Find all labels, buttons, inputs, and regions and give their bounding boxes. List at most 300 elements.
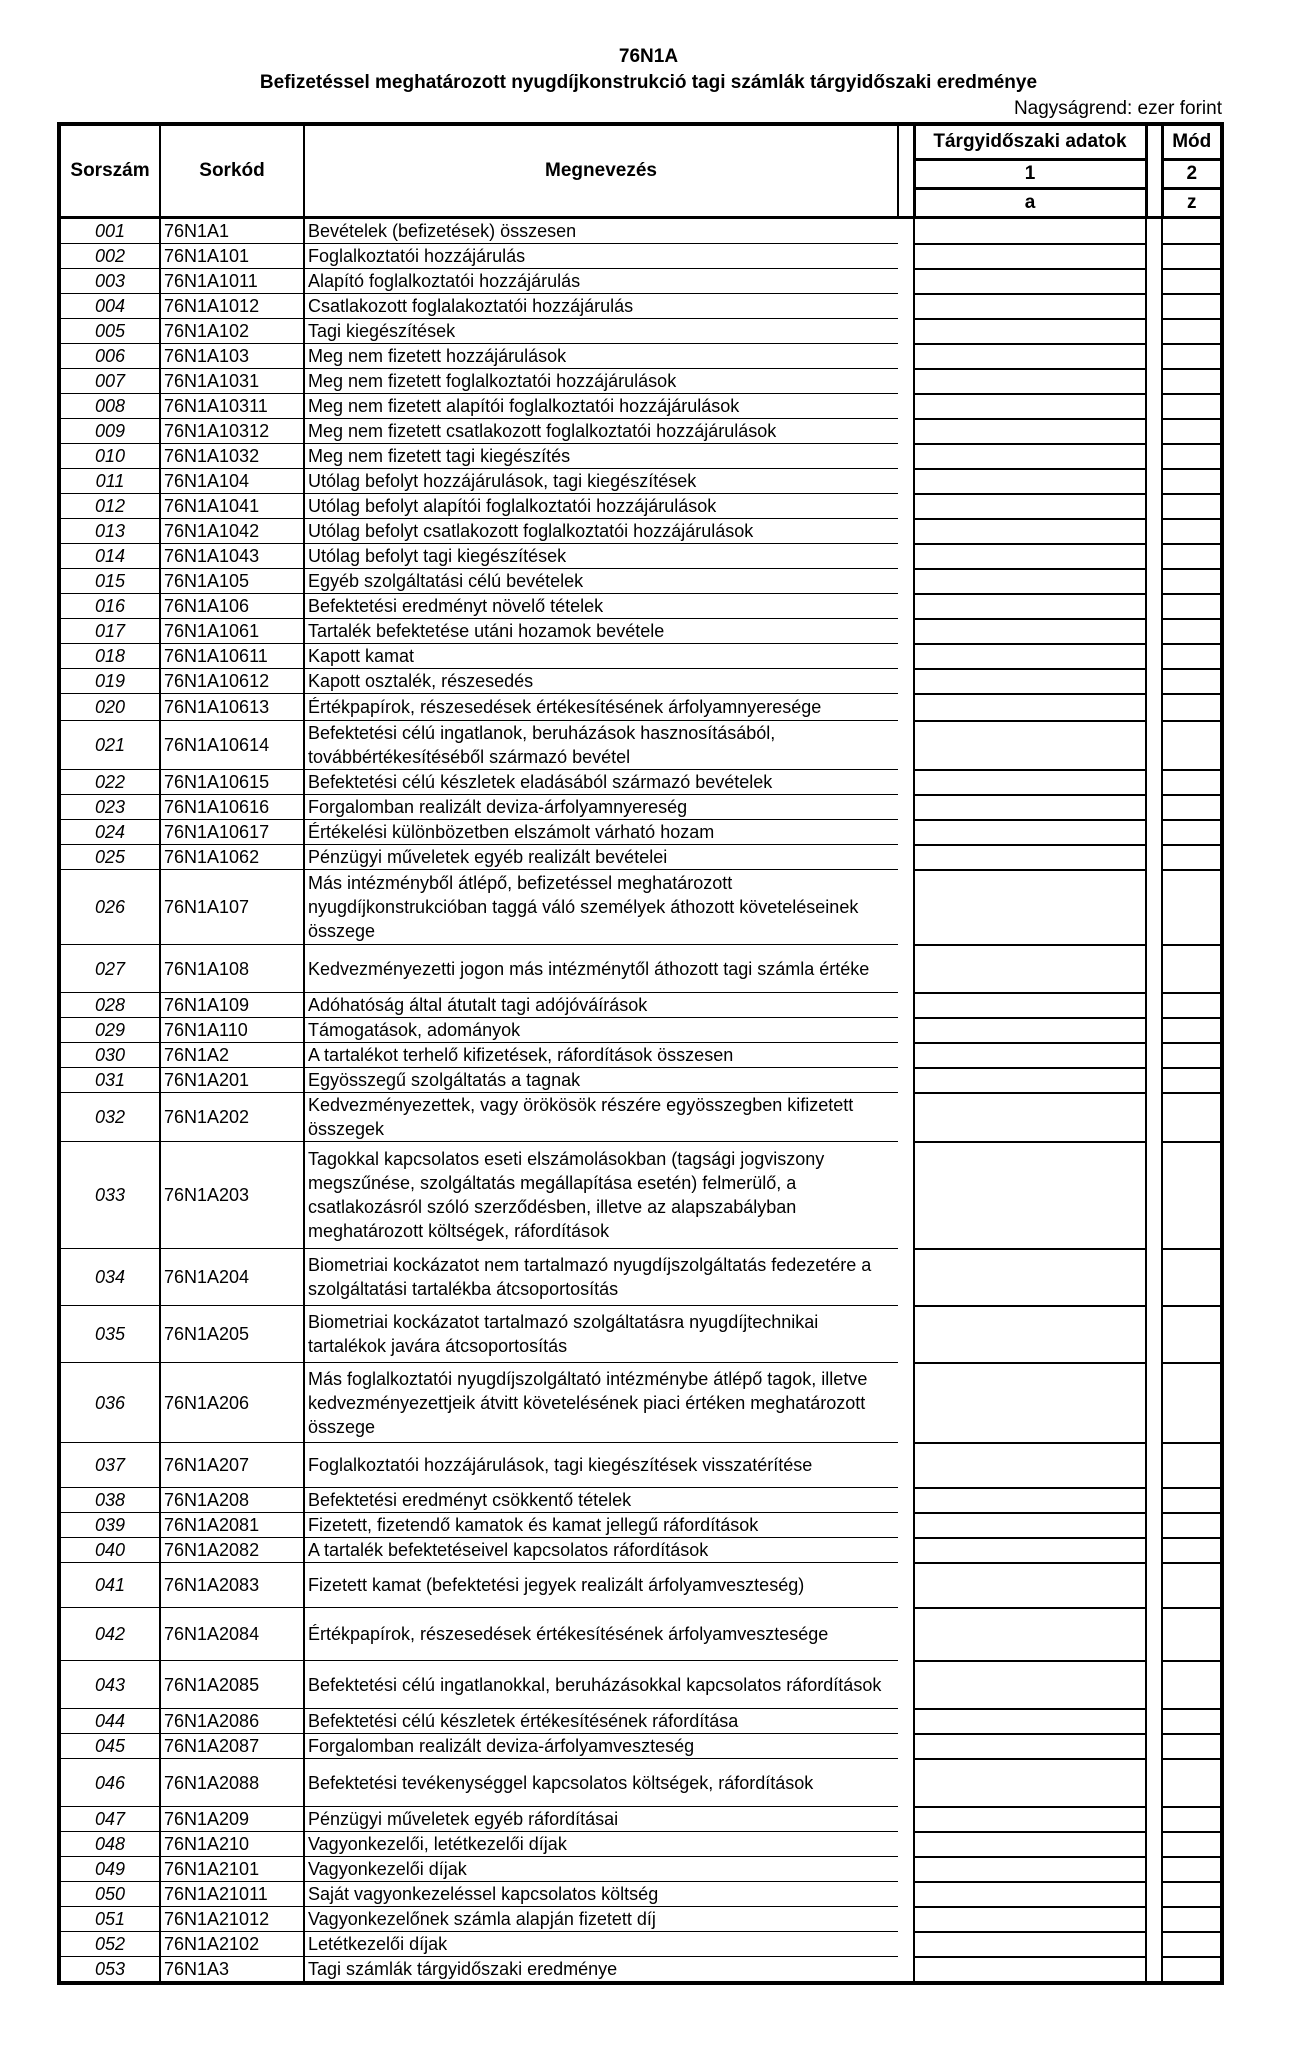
value-cell-mod[interactable] xyxy=(1162,1538,1222,1563)
unit-label: Nagyságrend: ezer forint xyxy=(1013,98,1222,119)
row-code: 76N1A201 xyxy=(160,1068,304,1093)
row-number: 017 xyxy=(59,619,160,644)
value-cell-mod[interactable] xyxy=(1162,419,1222,444)
value-cell-mod[interactable] xyxy=(1162,1608,1222,1661)
value-cell-targyidoszaki[interactable] xyxy=(914,469,1146,494)
header-mod: Mód xyxy=(1162,124,1222,160)
row-description: Alapító foglalkoztatói hozzájárulás xyxy=(304,269,898,294)
value-cell-mod[interactable] xyxy=(1162,294,1222,319)
column-spacer xyxy=(898,1563,914,1608)
row-number: 033 xyxy=(59,1142,160,1249)
row-description: Letétkezelői díjak xyxy=(304,1932,898,1957)
column-spacer xyxy=(898,419,914,444)
column-spacer xyxy=(1146,269,1162,294)
row-description: Forgalomban realizált deviza-árfolyamveszteség xyxy=(304,1734,898,1759)
value-cell-targyidoszaki[interactable] xyxy=(914,945,1146,993)
column-spacer xyxy=(1146,594,1162,619)
row-code: 76N1A2085 xyxy=(160,1661,304,1709)
header-col-1: 1 xyxy=(914,160,1146,189)
value-cell-mod[interactable] xyxy=(1162,1759,1222,1807)
column-spacer xyxy=(898,1443,914,1488)
value-cell-targyidoszaki[interactable] xyxy=(914,544,1146,569)
row-number: 042 xyxy=(59,1608,160,1661)
row-description: Kedvezményezetti jogon más intézménytől áthozott tagi számla értéke xyxy=(304,945,898,993)
value-cell-mod[interactable] xyxy=(1162,1513,1222,1538)
column-spacer xyxy=(1146,519,1162,544)
table-row xyxy=(59,1249,1222,1306)
table-row xyxy=(59,519,1222,544)
row-number: 004 xyxy=(59,294,160,319)
value-cell-mod[interactable] xyxy=(1162,1661,1222,1709)
row-number: 037 xyxy=(59,1443,160,1488)
value-cell-targyidoszaki[interactable] xyxy=(914,218,1146,244)
value-cell-targyidoszaki[interactable] xyxy=(914,1443,1146,1488)
value-cell-targyidoszaki[interactable] xyxy=(914,770,1146,795)
value-cell-targyidoszaki[interactable] xyxy=(914,1018,1146,1043)
value-cell-targyidoszaki[interactable] xyxy=(914,1538,1146,1563)
table-row xyxy=(59,444,1222,469)
row-code: 76N1A109 xyxy=(160,993,304,1018)
table-row xyxy=(59,721,1222,770)
value-cell-targyidoszaki[interactable] xyxy=(914,269,1146,294)
column-spacer xyxy=(1146,993,1162,1018)
column-spacer xyxy=(1146,1957,1162,1984)
value-cell-targyidoszaki[interactable] xyxy=(914,1807,1146,1832)
column-spacer xyxy=(1146,244,1162,269)
value-cell-targyidoszaki[interactable] xyxy=(914,1363,1146,1443)
value-cell-targyidoszaki[interactable] xyxy=(914,619,1146,644)
value-cell-mod[interactable] xyxy=(1162,1093,1222,1142)
row-description: Biometriai kockázatot nem tartalmazó nyugdíjszolgáltatás fedezetére a szolgáltatási tartalékba átcsoportosítás xyxy=(304,1249,898,1306)
row-description: Egyéb szolgáltatási célú bevételek xyxy=(304,569,898,594)
value-cell-targyidoszaki[interactable] xyxy=(914,1709,1146,1734)
value-cell-targyidoszaki[interactable] xyxy=(914,845,1146,870)
row-number: 038 xyxy=(59,1488,160,1513)
value-cell-mod[interactable] xyxy=(1162,1249,1222,1306)
value-cell-targyidoszaki[interactable] xyxy=(914,1932,1146,1957)
table-row xyxy=(59,494,1222,519)
value-cell-mod[interactable] xyxy=(1162,519,1222,544)
table-row xyxy=(59,1093,1222,1142)
column-spacer xyxy=(1146,1306,1162,1363)
row-description: Utólag befolyt alapítói foglalkoztatói hozzájárulások xyxy=(304,494,898,519)
row-description: Befektetési célú ingatlanok, beruházások hasznosításából, továbbértékesítéséből származó bevétel xyxy=(304,721,898,770)
column-spacer xyxy=(898,1018,914,1043)
row-code: 76N1A1 xyxy=(160,218,304,244)
column-spacer xyxy=(1146,344,1162,369)
row-description: Bevételek (befizetések) összesen xyxy=(304,218,898,244)
column-spacer xyxy=(1146,444,1162,469)
value-cell-mod[interactable] xyxy=(1162,1563,1222,1608)
row-description: Kapott osztalék, részesedés xyxy=(304,669,898,694)
row-number: 045 xyxy=(59,1734,160,1759)
value-cell-mod[interactable] xyxy=(1162,444,1222,469)
value-cell-mod[interactable] xyxy=(1162,993,1222,1018)
value-cell-targyidoszaki[interactable] xyxy=(914,494,1146,519)
value-cell-mod[interactable] xyxy=(1162,1488,1222,1513)
value-cell-targyidoszaki[interactable] xyxy=(914,419,1146,444)
column-spacer xyxy=(898,1932,914,1957)
row-number: 018 xyxy=(59,644,160,669)
table-row xyxy=(59,369,1222,394)
row-description: Értékpapírok, részesedések értékesítésének árfolyamvesztesége xyxy=(304,1608,898,1661)
column-spacer xyxy=(898,1608,914,1661)
value-cell-targyidoszaki[interactable] xyxy=(914,1093,1146,1142)
row-description: Vagyonkezelői, letétkezelői díjak xyxy=(304,1832,898,1857)
column-spacer xyxy=(1146,1488,1162,1513)
table-row xyxy=(59,294,1222,319)
table-row xyxy=(59,770,1222,795)
row-code: 76N1A2081 xyxy=(160,1513,304,1538)
column-spacer xyxy=(898,1661,914,1709)
report-table xyxy=(57,122,1224,1985)
row-number: 034 xyxy=(59,1249,160,1306)
table-row xyxy=(59,1068,1222,1093)
value-cell-targyidoszaki[interactable] xyxy=(914,1832,1146,1857)
value-cell-mod[interactable] xyxy=(1162,218,1222,244)
table-row xyxy=(59,619,1222,644)
row-number: 027 xyxy=(59,945,160,993)
column-spacer xyxy=(1146,1661,1162,1709)
table-row xyxy=(59,1608,1222,1661)
row-code: 76N1A10613 xyxy=(160,694,304,721)
value-cell-mod[interactable] xyxy=(1162,1734,1222,1759)
row-code: 76N1A2 xyxy=(160,1043,304,1068)
column-spacer xyxy=(898,1832,914,1857)
value-cell-mod[interactable] xyxy=(1162,544,1222,569)
column-spacer xyxy=(898,820,914,845)
value-cell-mod[interactable] xyxy=(1162,644,1222,669)
row-code: 76N1A202 xyxy=(160,1093,304,1142)
row-number: 022 xyxy=(59,770,160,795)
table-row xyxy=(59,1832,1222,1857)
column-spacer xyxy=(1146,1857,1162,1882)
row-code: 76N1A10311 xyxy=(160,394,304,419)
value-cell-targyidoszaki[interactable] xyxy=(914,870,1146,945)
row-code: 76N1A210 xyxy=(160,1832,304,1857)
row-number: 041 xyxy=(59,1563,160,1608)
row-number: 015 xyxy=(59,569,160,594)
value-cell-targyidoszaki[interactable] xyxy=(914,644,1146,669)
row-code: 76N1A1032 xyxy=(160,444,304,469)
value-cell-targyidoszaki[interactable] xyxy=(914,669,1146,694)
value-cell-mod[interactable] xyxy=(1162,669,1222,694)
value-cell-mod[interactable] xyxy=(1162,1907,1222,1932)
value-cell-targyidoszaki[interactable] xyxy=(914,369,1146,394)
value-cell-targyidoszaki[interactable] xyxy=(914,444,1146,469)
table-row xyxy=(59,1513,1222,1538)
row-number: 053 xyxy=(59,1957,160,1984)
table-row xyxy=(59,1807,1222,1832)
row-code: 76N1A1061 xyxy=(160,619,304,644)
value-cell-targyidoszaki[interactable] xyxy=(914,1142,1146,1249)
value-cell-targyidoszaki[interactable] xyxy=(914,1608,1146,1661)
row-number: 001 xyxy=(59,218,160,244)
table-row xyxy=(59,1957,1222,1984)
table-row xyxy=(59,344,1222,369)
column-spacer xyxy=(1146,1882,1162,1907)
table-row xyxy=(59,845,1222,870)
value-cell-mod[interactable] xyxy=(1162,244,1222,269)
row-code: 76N1A206 xyxy=(160,1363,304,1443)
table-row xyxy=(59,594,1222,619)
column-spacer xyxy=(1146,394,1162,419)
value-cell-targyidoszaki[interactable] xyxy=(914,1661,1146,1709)
column-spacer xyxy=(898,519,914,544)
row-code: 76N1A10615 xyxy=(160,770,304,795)
value-cell-targyidoszaki[interactable] xyxy=(914,1759,1146,1807)
row-number: 010 xyxy=(59,444,160,469)
row-description: Meg nem fizetett tagi kiegészítés xyxy=(304,444,898,469)
table-row xyxy=(59,820,1222,845)
table-row xyxy=(59,1488,1222,1513)
table-row xyxy=(59,1709,1222,1734)
row-number: 012 xyxy=(59,494,160,519)
column-spacer xyxy=(898,694,914,721)
value-cell-targyidoszaki[interactable] xyxy=(914,1513,1146,1538)
value-cell-targyidoszaki[interactable] xyxy=(914,1043,1146,1068)
row-number: 005 xyxy=(59,319,160,344)
column-spacer xyxy=(1146,1759,1162,1807)
row-code: 76N1A10612 xyxy=(160,669,304,694)
column-spacer xyxy=(898,1538,914,1563)
row-description: Tagi kiegészítések xyxy=(304,319,898,344)
value-cell-mod[interactable] xyxy=(1162,721,1222,770)
row-description: Pénzügyi műveletek egyéb realizált bevételei xyxy=(304,845,898,870)
value-cell-targyidoszaki[interactable] xyxy=(914,694,1146,721)
value-cell-targyidoszaki[interactable] xyxy=(914,1068,1146,1093)
column-spacer xyxy=(898,218,914,244)
column-spacer xyxy=(898,594,914,619)
column-spacer xyxy=(1146,469,1162,494)
row-code: 76N1A10617 xyxy=(160,820,304,845)
header-sorkod: Sorkód xyxy=(160,124,304,218)
column-spacer xyxy=(1146,721,1162,770)
row-description: Tartalék befektetése utáni hozamok bevétele xyxy=(304,619,898,644)
column-spacer xyxy=(898,444,914,469)
value-cell-targyidoszaki[interactable] xyxy=(914,1488,1146,1513)
value-cell-mod[interactable] xyxy=(1162,394,1222,419)
row-code: 76N1A2084 xyxy=(160,1608,304,1661)
header-col-2: 2 xyxy=(1162,160,1222,189)
row-description: Kedvezményezettek, vagy örökösök részére egyösszegben kifizetett összegek xyxy=(304,1093,898,1142)
row-description: Fizetett, fizetendő kamatok és kamat jellegű ráfordítások xyxy=(304,1513,898,1538)
row-code: 76N1A110 xyxy=(160,1018,304,1043)
column-spacer xyxy=(898,870,914,945)
value-cell-targyidoszaki[interactable] xyxy=(914,1857,1146,1882)
row-description: Foglalkoztatói hozzájárulás xyxy=(304,244,898,269)
value-cell-targyidoszaki[interactable] xyxy=(914,1734,1146,1759)
value-cell-targyidoszaki[interactable] xyxy=(914,244,1146,269)
report-code: 76N1A xyxy=(618,46,679,67)
value-cell-mod[interactable] xyxy=(1162,344,1222,369)
value-cell-mod[interactable] xyxy=(1162,1363,1222,1443)
value-cell-targyidoszaki[interactable] xyxy=(914,594,1146,619)
value-cell-mod[interactable] xyxy=(1162,820,1222,845)
row-description: Saját vagyonkezeléssel kapcsolatos költség xyxy=(304,1882,898,1907)
row-code: 76N1A1043 xyxy=(160,544,304,569)
row-number: 023 xyxy=(59,795,160,820)
column-spacer xyxy=(1146,319,1162,344)
value-cell-mod[interactable] xyxy=(1162,845,1222,870)
row-code: 76N1A2082 xyxy=(160,1538,304,1563)
row-code: 76N1A2083 xyxy=(160,1563,304,1608)
column-spacer xyxy=(1146,544,1162,569)
row-number: 046 xyxy=(59,1759,160,1807)
table-row xyxy=(59,644,1222,669)
value-cell-mod[interactable] xyxy=(1162,319,1222,344)
value-cell-mod[interactable] xyxy=(1162,945,1222,993)
column-spacer xyxy=(898,1363,914,1443)
row-description: Utólag befolyt csatlakozott foglalkoztatói hozzájárulások xyxy=(304,519,898,544)
row-number: 025 xyxy=(59,845,160,870)
row-number: 011 xyxy=(59,469,160,494)
value-cell-targyidoszaki[interactable] xyxy=(914,394,1146,419)
column-spacer xyxy=(1146,1932,1162,1957)
value-cell-mod[interactable] xyxy=(1162,1832,1222,1857)
table-row xyxy=(59,694,1222,721)
value-cell-targyidoszaki[interactable] xyxy=(914,993,1146,1018)
table-body xyxy=(59,218,1222,1984)
column-spacer xyxy=(898,469,914,494)
value-cell-mod[interactable] xyxy=(1162,494,1222,519)
value-cell-mod[interactable] xyxy=(1162,1043,1222,1068)
value-cell-targyidoszaki[interactable] xyxy=(914,1907,1146,1932)
table-row xyxy=(59,1932,1222,1957)
column-spacer xyxy=(1146,1043,1162,1068)
row-number: 009 xyxy=(59,419,160,444)
value-cell-targyidoszaki[interactable] xyxy=(914,1306,1146,1363)
column-spacer xyxy=(898,945,914,993)
row-code: 76N1A106 xyxy=(160,594,304,619)
column-spacer xyxy=(898,544,914,569)
row-number: 013 xyxy=(59,519,160,544)
value-cell-mod[interactable] xyxy=(1162,569,1222,594)
column-spacer xyxy=(898,1249,914,1306)
value-cell-targyidoszaki[interactable] xyxy=(914,820,1146,845)
column-spacer xyxy=(898,569,914,594)
column-spacer xyxy=(898,1807,914,1832)
column-spacer xyxy=(1146,1907,1162,1932)
row-number: 043 xyxy=(59,1661,160,1709)
value-cell-mod[interactable] xyxy=(1162,1142,1222,1249)
value-cell-mod[interactable] xyxy=(1162,594,1222,619)
value-cell-mod[interactable] xyxy=(1162,1018,1222,1043)
value-cell-targyidoszaki[interactable] xyxy=(914,1249,1146,1306)
row-number: 040 xyxy=(59,1538,160,1563)
column-spacer xyxy=(1146,1443,1162,1488)
column-spacer xyxy=(898,1759,914,1807)
table-row xyxy=(59,1907,1222,1932)
column-spacer xyxy=(1146,569,1162,594)
value-cell-mod[interactable] xyxy=(1162,1443,1222,1488)
column-spacer xyxy=(1146,845,1162,870)
column-spacer xyxy=(898,770,914,795)
row-description: Vagyonkezelőnek számla alapján fizetett díj xyxy=(304,1907,898,1932)
row-code: 76N1A204 xyxy=(160,1249,304,1306)
row-description: Meg nem fizetett csatlakozott foglalkoztatói hozzájárulások xyxy=(304,419,898,444)
row-number: 014 xyxy=(59,544,160,569)
column-spacer xyxy=(898,1043,914,1068)
row-code: 76N1A10616 xyxy=(160,795,304,820)
row-number: 039 xyxy=(59,1513,160,1538)
value-cell-mod[interactable] xyxy=(1162,469,1222,494)
row-code: 76N1A2087 xyxy=(160,1734,304,1759)
value-cell-mod[interactable] xyxy=(1162,1807,1222,1832)
value-cell-targyidoszaki[interactable] xyxy=(914,519,1146,544)
value-cell-mod[interactable] xyxy=(1162,870,1222,945)
column-spacer xyxy=(898,1488,914,1513)
column-spacer xyxy=(1146,870,1162,945)
value-cell-targyidoszaki[interactable] xyxy=(914,294,1146,319)
column-spacer xyxy=(1146,820,1162,845)
table-row xyxy=(59,993,1222,1018)
row-code: 76N1A101 xyxy=(160,244,304,269)
value-cell-mod[interactable] xyxy=(1162,1957,1222,1984)
value-cell-targyidoszaki[interactable] xyxy=(914,569,1146,594)
row-number: 003 xyxy=(59,269,160,294)
value-cell-targyidoszaki[interactable] xyxy=(914,1957,1146,1984)
column-spacer xyxy=(898,1093,914,1142)
value-cell-targyidoszaki[interactable] xyxy=(914,1563,1146,1608)
value-cell-mod[interactable] xyxy=(1162,369,1222,394)
value-cell-targyidoszaki[interactable] xyxy=(914,1882,1146,1907)
column-spacer xyxy=(1146,694,1162,721)
value-cell-mod[interactable] xyxy=(1162,1857,1222,1882)
row-code: 76N1A1041 xyxy=(160,494,304,519)
row-number: 002 xyxy=(59,244,160,269)
value-cell-mod[interactable] xyxy=(1162,269,1222,294)
value-cell-mod[interactable] xyxy=(1162,1068,1222,1093)
value-cell-targyidoszaki[interactable] xyxy=(914,721,1146,770)
column-spacer xyxy=(898,319,914,344)
value-cell-mod[interactable] xyxy=(1162,1709,1222,1734)
table-row xyxy=(59,1142,1222,1249)
column-spacer xyxy=(1146,294,1162,319)
row-code: 76N1A105 xyxy=(160,569,304,594)
column-spacer xyxy=(1146,1513,1162,1538)
column-spacer xyxy=(1146,795,1162,820)
row-code: 76N1A21011 xyxy=(160,1882,304,1907)
value-cell-mod[interactable] xyxy=(1162,1932,1222,1957)
table-row xyxy=(59,1734,1222,1759)
value-cell-targyidoszaki[interactable] xyxy=(914,319,1146,344)
row-description: Értékpapírok, részesedések értékesítésének árfolyamnyeresége xyxy=(304,694,898,721)
row-code: 76N1A102 xyxy=(160,319,304,344)
value-cell-mod[interactable] xyxy=(1162,795,1222,820)
column-spacer xyxy=(898,993,914,1018)
value-cell-targyidoszaki[interactable] xyxy=(914,795,1146,820)
row-code: 76N1A107 xyxy=(160,870,304,945)
value-cell-mod[interactable] xyxy=(1162,694,1222,721)
row-description: Tagokkal kapcsolatos eseti elszámolásokban (tagsági jogviszony megszűnése, szolgáltatás megállapítása esetén) felmerülő, a csatlakozásról szóló szerződésben, illetve az alapszabályban meghatározott költségek, ráfordítások xyxy=(304,1142,898,1249)
column-spacer xyxy=(1146,1538,1162,1563)
row-number: 048 xyxy=(59,1832,160,1857)
row-code: 76N1A3 xyxy=(160,1957,304,1984)
row-description: Meg nem fizetett foglalkoztatói hozzájárulások xyxy=(304,369,898,394)
value-cell-mod[interactable] xyxy=(1162,1882,1222,1907)
table-row xyxy=(59,1563,1222,1608)
row-code: 76N1A21012 xyxy=(160,1907,304,1932)
row-code: 76N1A2102 xyxy=(160,1932,304,1957)
value-cell-targyidoszaki[interactable] xyxy=(914,344,1146,369)
value-cell-mod[interactable] xyxy=(1162,619,1222,644)
row-description: Befektetési eredményt növelő tételek xyxy=(304,594,898,619)
column-spacer xyxy=(1146,1093,1162,1142)
value-cell-mod[interactable] xyxy=(1162,770,1222,795)
value-cell-mod[interactable] xyxy=(1162,1306,1222,1363)
row-description: Kapott kamat xyxy=(304,644,898,669)
